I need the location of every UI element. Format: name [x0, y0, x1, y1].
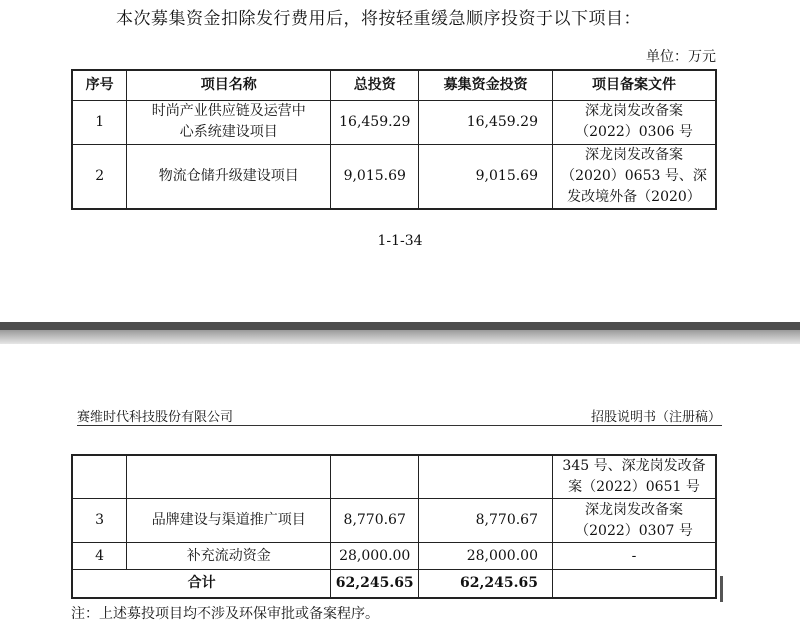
filing-document: [552, 499, 716, 543]
filing-document: -: [552, 543, 716, 570]
row-number: 2: [72, 144, 127, 209]
filing-document: [552, 144, 716, 209]
row-number: [72, 455, 127, 499]
grand-total-raised: 62,245.65: [419, 570, 553, 598]
table-row: [72, 543, 716, 570]
edge-mark: [720, 576, 723, 602]
filing-document: [552, 455, 716, 499]
raised-investment: 9,015.69: [419, 144, 553, 209]
table-row: [72, 144, 716, 209]
filing-line: 345 号、深龙岗发改备: [562, 458, 706, 474]
investment-table-part1: [71, 69, 717, 210]
intro-text: 本次募集资金扣除发行费用后，将按轻重缓急顺序投资于以下项目：: [116, 9, 641, 29]
table-row: [72, 100, 716, 144]
filing-line: 发改境外备（2020）: [567, 188, 701, 205]
header-rule: [77, 425, 722, 426]
investment-table-part2: [71, 454, 717, 599]
total-label: 合计: [72, 570, 331, 598]
table-row: [72, 455, 716, 499]
project-name: [127, 100, 331, 144]
total-investment: [331, 455, 419, 499]
filing-line: 深龙岗发改备案: [584, 103, 683, 119]
page-number: 1-1-34: [377, 233, 423, 249]
filing-line: 深龙岗发改备案: [584, 146, 683, 163]
header-cell: 总投资: [331, 70, 419, 100]
filing-line: 深龙岗发改备案: [584, 501, 683, 518]
total-investment: 28,000.00: [331, 543, 419, 570]
project-name-line: 时尚产业供应链及运营中: [151, 103, 306, 119]
project-name: [127, 455, 331, 499]
unit-label: 单位：万元: [646, 49, 716, 65]
total-row: [72, 570, 716, 598]
filing-line: （2022）0306 号: [575, 124, 693, 140]
raised-investment: [419, 455, 553, 499]
header-cell: 序号: [72, 70, 127, 100]
row-number: 4: [72, 543, 127, 570]
page-divider-shadow: [0, 330, 800, 344]
filing-line: （2022）0307 号: [575, 522, 693, 539]
raised-investment: 28,000.00: [419, 543, 553, 570]
header-cell: 项目备案文件: [552, 70, 716, 100]
filing-line: （2020）0653 号、深: [561, 167, 707, 184]
filing-line: 案（2022）0651 号: [568, 479, 700, 495]
company-header: 赛维时代科技股份有限公司: [77, 410, 234, 425]
document-header: 招股说明书（注册稿）: [590, 410, 721, 425]
project-name: 补充流动资金: [127, 543, 331, 570]
table-row: [72, 499, 716, 543]
grand-total-investment: 62,245.65: [331, 570, 419, 598]
total-investment: 16,459.29: [331, 100, 419, 144]
page-divider: [0, 322, 800, 330]
raised-investment: 16,459.29: [419, 100, 553, 144]
table-header-row: [72, 70, 716, 100]
project-name-line: 心系统建设项目: [179, 124, 278, 140]
header-cell: 募集资金投资: [419, 70, 553, 100]
footnote: 注：上述募投项目均不涉及环保审批或备案程序。: [71, 606, 379, 622]
raised-investment: 8,770.67: [419, 499, 553, 543]
total-filing-empty: [552, 570, 716, 598]
total-investment: 9,015.69: [331, 144, 419, 209]
row-number: 3: [72, 499, 127, 543]
project-name: 物流仓储升级建设项目: [127, 144, 331, 209]
total-investment: 8,770.67: [331, 499, 419, 543]
row-number: 1: [72, 100, 127, 144]
filing-document: [552, 100, 716, 144]
header-cell: 项目名称: [127, 70, 331, 100]
project-name: 品牌建设与渠道推广项目: [127, 499, 331, 543]
